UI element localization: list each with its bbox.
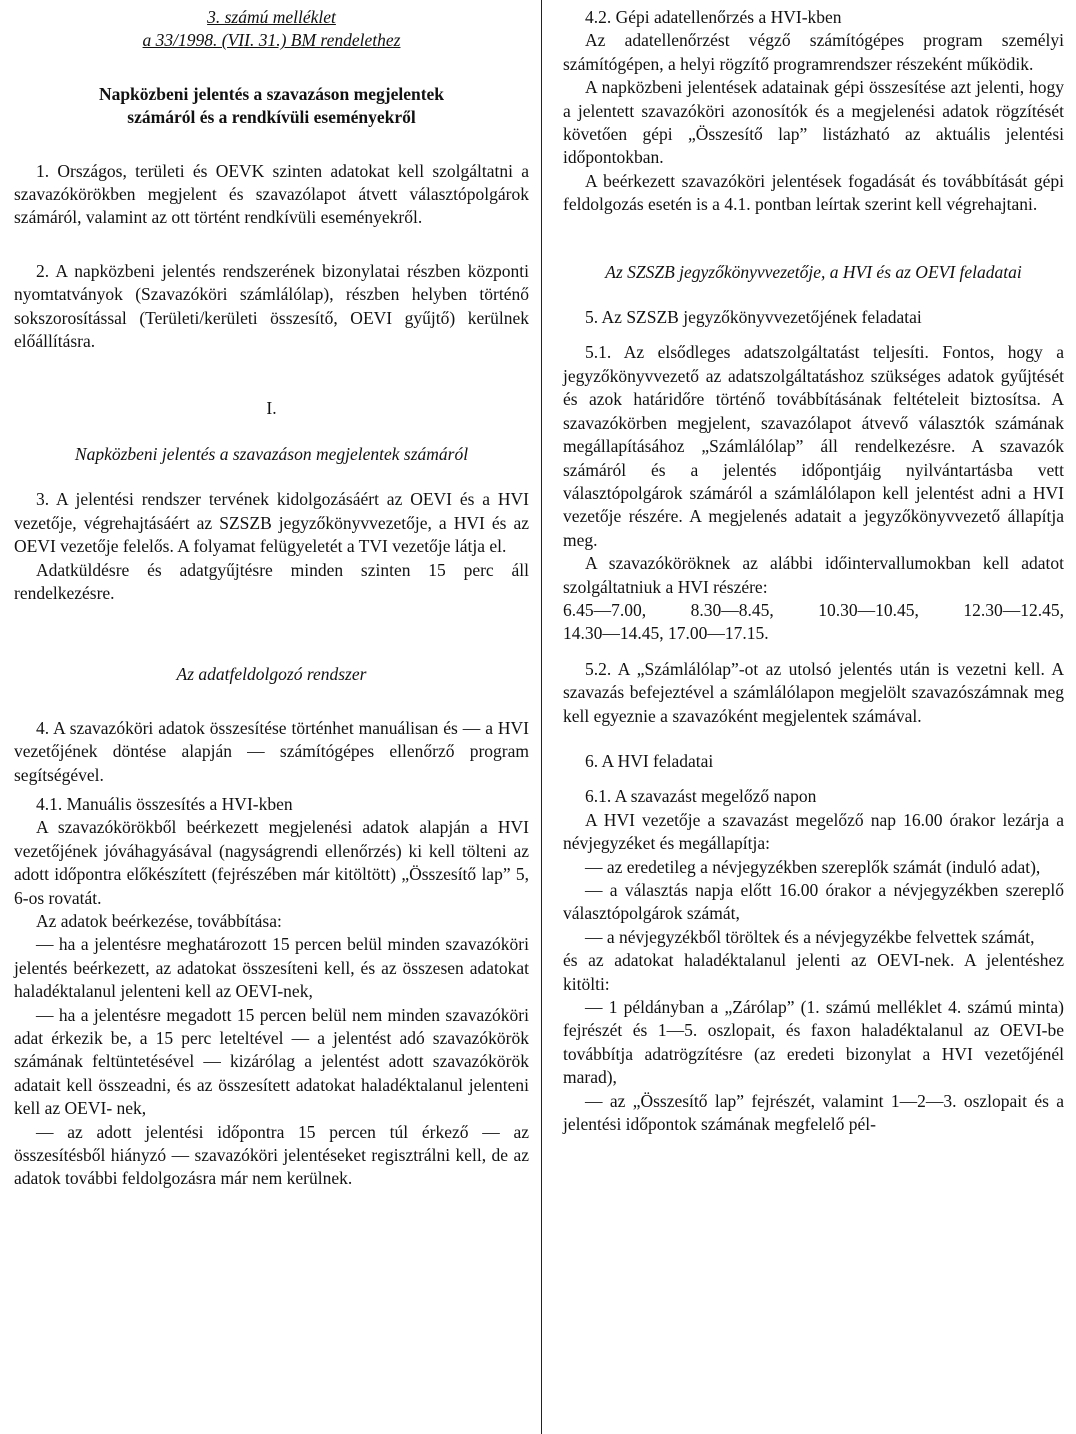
section-title: Napközbeni jelentés a szavazáson megjelentek számáról xyxy=(74,443,469,464)
paragraph-6-1: A HVI vezetője a szavazást megelőző nap 16.00 órakor lezárja a névjegyzéket és megállapítja: xyxy=(563,809,1064,854)
subheading-system: Az adatfeldolgozó rendszer xyxy=(176,664,367,685)
paragraph-5-2: 5.2. A „Számlálólap”-ot az utolsó jelentés után is vezetni kell. A szavazás befejeztével a számlálólapon megjelölt szavazószámnak meg kell egyeznie a szavazóként megjelentek számával. xyxy=(563,658,1064,726)
paragraph-6-1-b: és az adatokat haladéktalanul jelenti az OEVI-nek. A jelentéshez kitölti: xyxy=(563,950,1064,994)
paragraph-4-2-c: A beérkezett szavazóköri jelentések fogadását és továbbítását gépi feldolgozás esetén is a 4.1. pontban leírtak szerint kell végrehajtani. xyxy=(563,170,1064,215)
list-item-4: — 1 példányban a „Zárólap” (1. számú melléklet 4. számú minta) fejrészét és 1—5. oszlopait, és faxon haladéktalanul az OEVI-be továbbítja adatrögzítésre (az eredeti bizonylat a HVI vezetőjénél marad), xyxy=(563,997,1064,1088)
right-column xyxy=(563,6,1064,1136)
list-item-5: — az „Összesítő lap” fejrészét, valamint 1—2—3. oszlopait és a jelentési időpontok számának megfelelő pél- xyxy=(563,1090,1064,1135)
list-item-1: — az eredetileg a névjegyzékben szereplők számát (induló adat), xyxy=(585,856,1041,877)
paragraph-1: 1. Országos, területi és OEVK szinten adatokat kell szolgáltatni a szavazókörökben megjelent és szavazólapot átvett választópolgárok számáról, valamint az ott történt rendkívüli eseményekről. xyxy=(14,160,529,228)
column-divider xyxy=(541,0,542,1434)
list-item-2: — a választás napja előtt 16.00 órakor a névjegyzékben szereplő választópolgárok számát, xyxy=(563,880,1064,924)
main-title: Napközbeni jelentés a szavazáson megjelentek számáról és a rendkívüli eseményekről xyxy=(98,83,445,128)
paragraph-6-heading: 6. A HVI feladatai xyxy=(585,750,714,771)
section-number: I. xyxy=(266,398,277,419)
paragraph-4: 4. A szavazóköri adatok összesítése történhet manuálisan és — a HVI vezetőjének döntése alapján — számítógépes ellenőrző program segítségével. xyxy=(14,717,529,785)
time-interval: 6.45—7.00, xyxy=(563,599,647,620)
left-column xyxy=(14,6,529,1191)
paragraph-4-1-heading: 4.1. Manuális összesítés a HVI-kben xyxy=(36,793,293,814)
time-interval: 8.30—8.45, xyxy=(690,599,774,620)
annex-line-1: 3. számú melléklet xyxy=(207,7,336,27)
paragraph-5-1-b: A szavazóköröknek az alábbi időintervallumokban kell adatot szolgáltatniuk a HVI részére: xyxy=(563,553,1064,597)
list-item-3: — a névjegyzékből töröltek és a névjegyzékbe felvettek számát, xyxy=(585,926,1035,947)
time-intervals-line-1 xyxy=(563,599,1064,622)
paragraph-6-1-heading: 6.1. A szavazást megelőző napon xyxy=(585,786,817,807)
paragraph-2: 2. A napközbeni jelentés rendszerének bizonylatai részben központi nyomtatványok (Szavazóköri számlálólap), részben helyben történő sokszorosítással (Területi/kerületi összesítő, OEVI gyűjtő) kerülnek előállításra. xyxy=(14,260,529,352)
paragraph-5-heading: 5. Az SZSZB jegyzőkönyvvezetőjének feladatai xyxy=(585,307,922,328)
annex-line-2: a 33/1998. (VII. 31.) BM rendelethez xyxy=(142,30,401,51)
list-item-3: — az adott jelentési időpontra 15 percen túl érkező — az összesítésből hiányzó — szavazóköri jelentéseket regisztrálni kell, de az adatok további feldolgozásra már nem kerülnek. xyxy=(14,1121,529,1189)
paragraph-4-2-a: Az adatellenőrzést végző számítógépes program személyi számítógépen, a helyi rögzítő programrendszer részeként működik. xyxy=(563,30,1064,74)
subheading-tasks: Az SZSZB jegyzőkönyvvezetője, a HVI és az OEVI feladatai xyxy=(605,261,1022,282)
time-interval: 10.30—10.45, xyxy=(818,599,919,620)
list-item-2: — ha a jelentésre megadott 15 percen belül nem minden szavazóköri adat érkezik be, a 15 perc leteltével — a jelentést adó szavazókörök számának feltüntetésével — kizárólag a jelentést adott szavazókörök adatait kell összeadni, és az összesített adatokat haladéktalanul jelenteni kell az OEVI- nek, xyxy=(14,1004,529,1119)
paragraph-4-1-b: Az adatok beérkezése, továbbítása: xyxy=(36,910,282,931)
list-item-1: — ha a jelentésre meghatározott 15 percen belül minden szavazóköri jelentés beérkezett, az adatokat összesíteni kell, és az összesen adatokat haladéktalanul jelenteni kell az OEVI-nek, xyxy=(14,934,529,1002)
time-intervals-line-2: 14.30—14.45, 17.00—17.15. xyxy=(563,623,769,644)
paragraph-4-1: A szavazókörökből beérkezett megjelenési adatok alapján a HVI vezetőjének jóváhagyásával (nagyságrendi ellenőrzés) ki kell tölteni az adott időpontra előkészített (fejrészében már kitöltött) „Összesítő lap” 5, 6-os rovatát. xyxy=(14,817,529,908)
paragraph-5-1: 5.1. Az elsődleges adatszolgáltatást teljesíti. Fontos, hogy a jegyzőkönyvvezető az adatszolgáltatáshoz szükséges adatok gyűjtését és azok határidőre történő továbbításának feltételeit biztosítsa. A szavazókörben megjelent, szavazólapot átvevő választók számának megállapításához „Számlálólap” áll rendelkezésre. A szavazók számáról és a jelentés időpontjáig nyilvántartásba vett választópolgárok számáról a számlálólapon kell jelentést adni a HVI vezetője részére. A megjelenés adatait a jegyzőkönyvvezető állapítja meg. xyxy=(563,342,1064,550)
time-interval: 12.30—12.45, xyxy=(963,599,1064,620)
paragraph-3: 3. A jelentési rendszer tervének kidolgozásáért az OEVI és a HVI vezetője, végrehajtásáért az SZSZB jegyzőkönyvvezetője, a HVI és az OEVI vezetője felelős. A folyamat felügyeletét a TVI vezetője látja el. xyxy=(14,489,529,557)
paragraph-3b: Adatküldésre és adatgyűjtésre minden szinten 15 perc áll rendelkezésre. xyxy=(14,559,529,603)
paragraph-4-2-heading: 4.2. Gépi adatellenőrzés a HVI-kben xyxy=(585,7,842,27)
paragraph-4-2-b: A napközbeni jelentések adatainak gépi összesítése azt jelenti, hogy a jelentett szavazóköri azonosítók és a megjelenési adatok rögzítését követően gépi „Összesítő lap” listázható az aktuális jelentési időpontokban. xyxy=(563,77,1064,168)
